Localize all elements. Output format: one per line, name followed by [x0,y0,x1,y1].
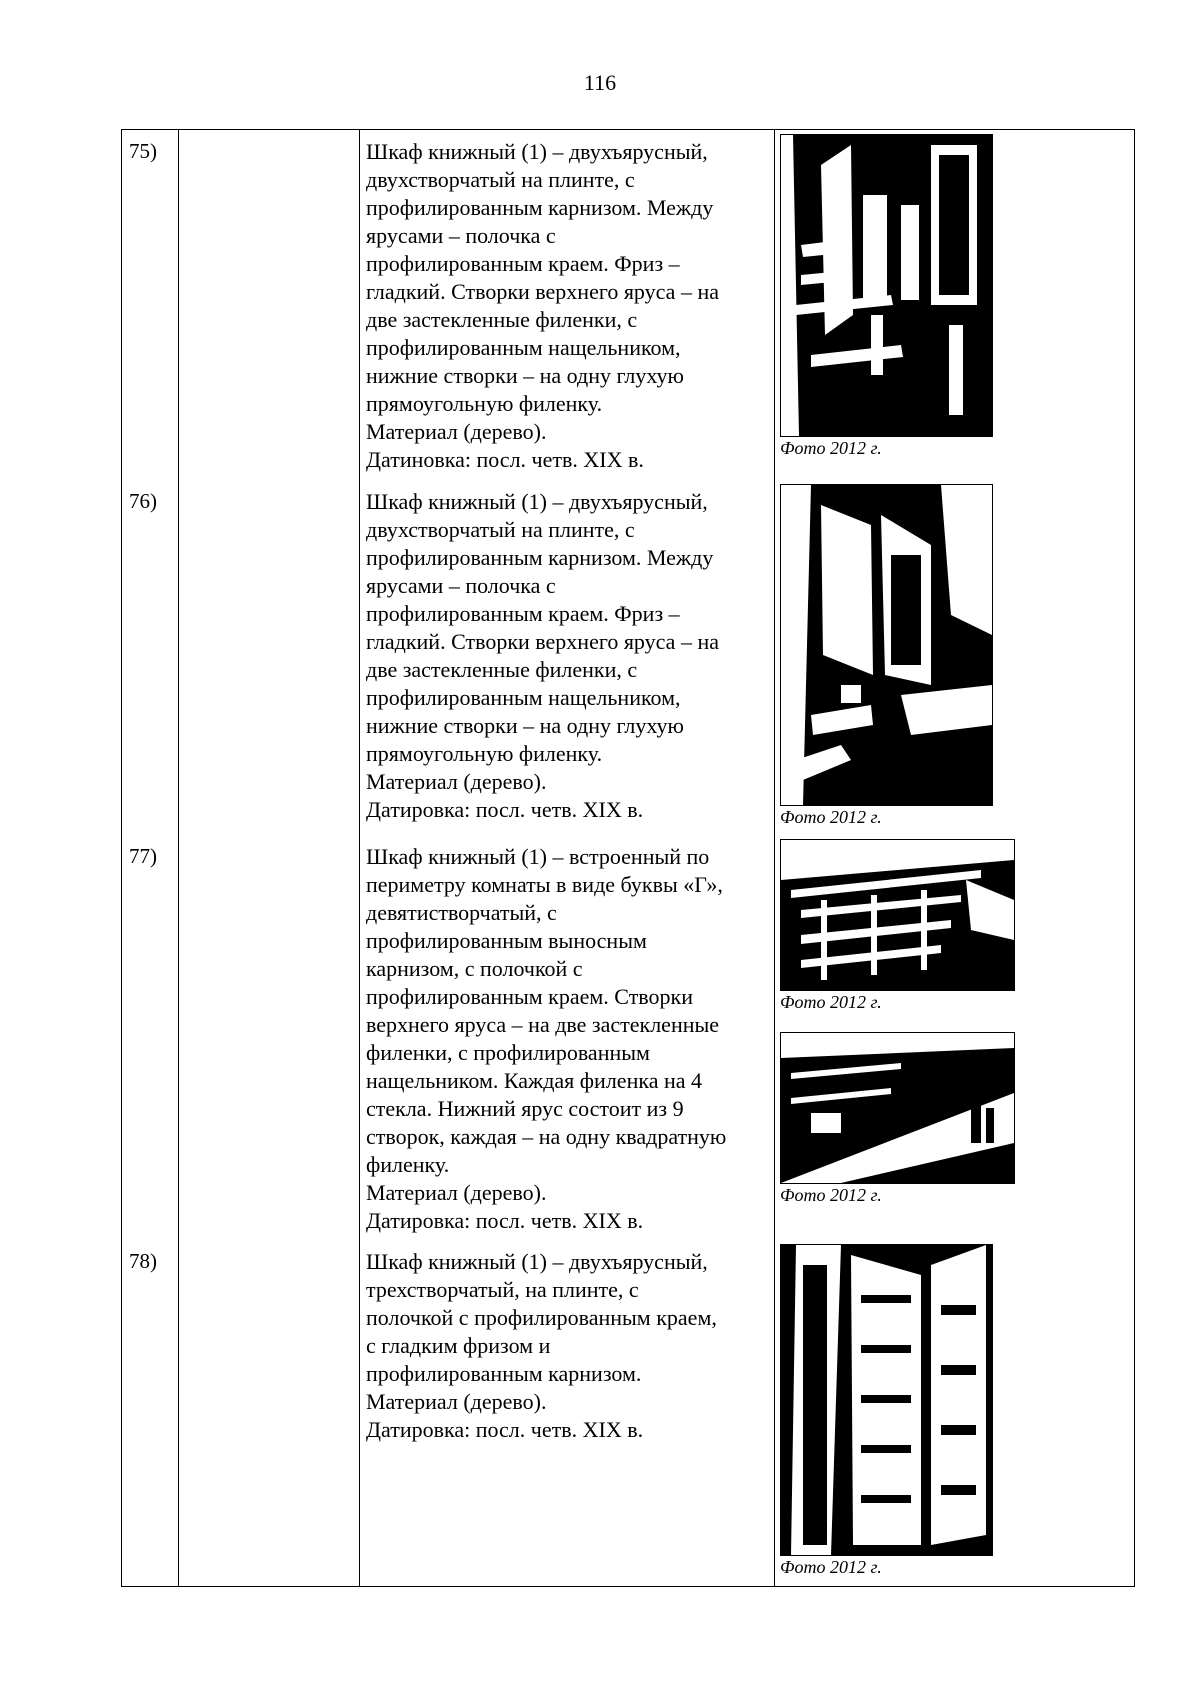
entry-description: Шкаф книжный (1) – двухъярусный, трехстворчатый, на плинте, с полочкой с профилированным краем, с гладким фризом и профилированным карнизом. Материал (дерево). Датировка: посл. четв. XIX в. [360,1240,775,1587]
entry-description: Шкаф книжный (1) – встроенный по периметру комнаты в виде буквы «Г», девятистворчатый, с профилированным выносным карнизом, с полочкой с профилированным краем. Створки верхнего яруса – на две застекленные филенки, с профилированным нащельником. Каждая филенка на 4 стекла. Нижний ярус состоит из 9 створок, каждая – на одну квадратную филенку. Материал (дерево). Датировка: посл. четв. XIX в. [360,835,775,1240]
photo-cell [775,835,1135,1240]
table-row [122,1240,1135,1587]
bookcase-photo [780,1244,993,1556]
bookcase-photo [780,484,993,806]
table-row [122,835,1135,1240]
table-row [122,480,1135,835]
photo-caption: Фото 2012 г. [780,806,882,827]
bookcase-photo [780,839,1015,991]
entry-number: 78) [122,1240,179,1587]
photo-block [780,1244,1134,1577]
photo-block [780,484,1134,827]
photo-caption: Фото 2012 г. [780,1556,882,1577]
photo-cell [775,480,1135,835]
entry-description: Шкаф книжный (1) – двухъярусный, двухстворчатый на плинте, с профилированным карнизом. Между ярусами – полочка с профилированным краем. Фриз – гладкий. Створки верхнего яруса – на две застекленные филенки, с профилированным нащельником, нижние створки – на одну глухую прямоугольную филенку. Материал (дерево). Датиновка: посл. четв. XIX в. [360,130,775,480]
bookcase-photo [780,1032,1015,1184]
photo-caption: Фото 2012 г. [780,1184,882,1205]
photo-cell [775,1240,1135,1587]
inventory-table [121,129,1135,1587]
entry-number: 77) [122,835,179,1240]
photo-cell [775,130,1135,480]
page-number: 116 [583,70,617,95]
photo-caption: Фото 2012 г. [780,438,882,458]
photo-block [780,839,1134,1012]
entry-number: 76) [122,480,179,835]
photo-caption: Фото 2012 г. [780,991,882,1012]
empty-cell [179,130,360,480]
empty-cell [179,480,360,835]
empty-cell [179,1240,360,1587]
bookcase-photo [780,134,993,437]
empty-cell [179,835,360,1240]
photo-block [780,1032,1134,1205]
entry-number: 75) [122,130,179,480]
entry-description: Шкаф книжный (1) – двухъярусный, двухстворчатый на плинте, с профилированным карнизом. Между ярусами – полочка с профилированным краем. Фриз – гладкий. Створки верхнего яруса – на две застекленные филенки, с профилированным нащельником, нижние створки – на одну глухую прямоугольную филенку. Материал (дерево). Датировка: посл. четв. XIX в. [360,480,775,835]
table-row [122,130,1135,480]
photo-block [780,134,1134,458]
